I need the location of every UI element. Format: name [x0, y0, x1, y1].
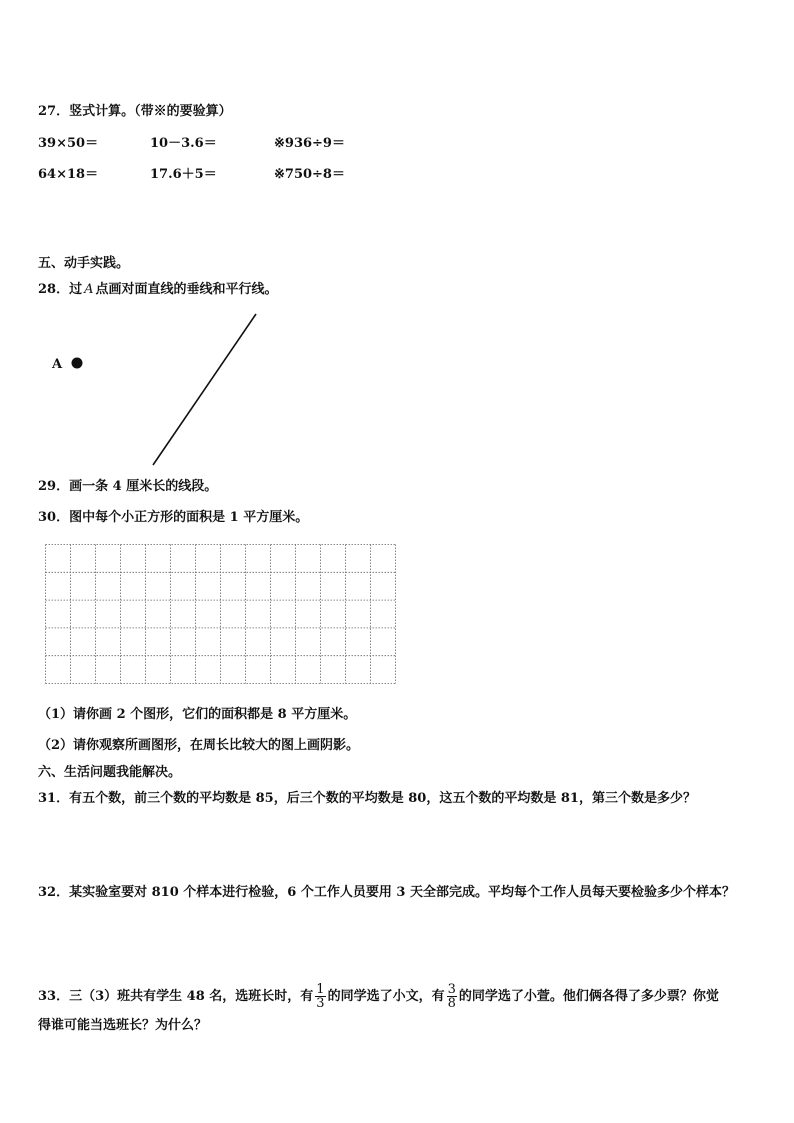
slanted-line [153, 314, 256, 465]
q27-calc-3: ※936÷9＝ [274, 136, 345, 151]
section-5-heading: 五、动手实践。 [38, 256, 130, 271]
q27-calc-4: 64×18＝ [38, 167, 99, 182]
fraction-1-numerator: 1 [316, 982, 325, 997]
q30-sub-1: （1）请你画 2 个图形，它们的面积都是 8 平方厘米。 [38, 707, 357, 722]
q33-part-1: 33．三（3）班共有学生 48 名，选班长时，有 [38, 989, 314, 1004]
q30-title: 30．图中每个小正方形的面积是 1 平方厘米。 [38, 510, 309, 525]
q28-title-prefix: 28．过 [38, 282, 83, 297]
q33-part-3: 的同学选了小萱。他们俩各得了多少票？你觉 [458, 989, 719, 1004]
fraction-1-denominator: 3 [316, 996, 325, 1011]
section-6-heading: 六、生活问题我能解决。 [38, 765, 182, 780]
q28-title-suffix: 点画对面直线的垂线和平行线。 [95, 282, 278, 297]
q27-calc-6: ※750÷8＝ [274, 167, 345, 182]
q30-sub-2: （2）请你观察所画图形，在周长比较大的图上画阴影。 [38, 738, 360, 753]
q28-figure [40, 308, 280, 470]
q33-line-2: 得谁可能当选班长？为什么？ [38, 1018, 208, 1033]
q28-title-var: A [84, 282, 94, 297]
q33-part-2: 的同学选了小文，有 [327, 989, 445, 1004]
q33-line-1 [38, 983, 719, 1010]
q27-calc-1: 39×50＝ [38, 136, 99, 151]
fraction-2-denominator: 8 [447, 996, 456, 1011]
q27-calc-5: 17.6＋5＝ [150, 167, 217, 182]
q27-calc-2: 10－3.6＝ [150, 136, 217, 151]
fraction-three-eighths [447, 983, 457, 1010]
q31-text: 31．有五个数，前三个数的平均数是 85，后三个数的平均数是 80，这五个数的平均数是 81，第三个数是多少？ [38, 791, 696, 806]
q29-title: 29．画一条 4 厘米长的线段。 [38, 479, 218, 494]
fraction-one-third [315, 983, 325, 1010]
fraction-2-numerator: 3 [447, 982, 456, 997]
square-grid [44, 543, 404, 689]
point-a-dot [72, 358, 83, 369]
q28-title [38, 282, 278, 298]
point-a-label: A [52, 357, 63, 372]
q27-title: 27．竖式计算。（带※的要验算） [38, 104, 232, 119]
q32-text: 32．某实验室要对 810 个样本进行检验，6 个工作人员要用 3 天全部完成。平均每个工作人员每天要检验多少个样本？ [38, 885, 735, 900]
